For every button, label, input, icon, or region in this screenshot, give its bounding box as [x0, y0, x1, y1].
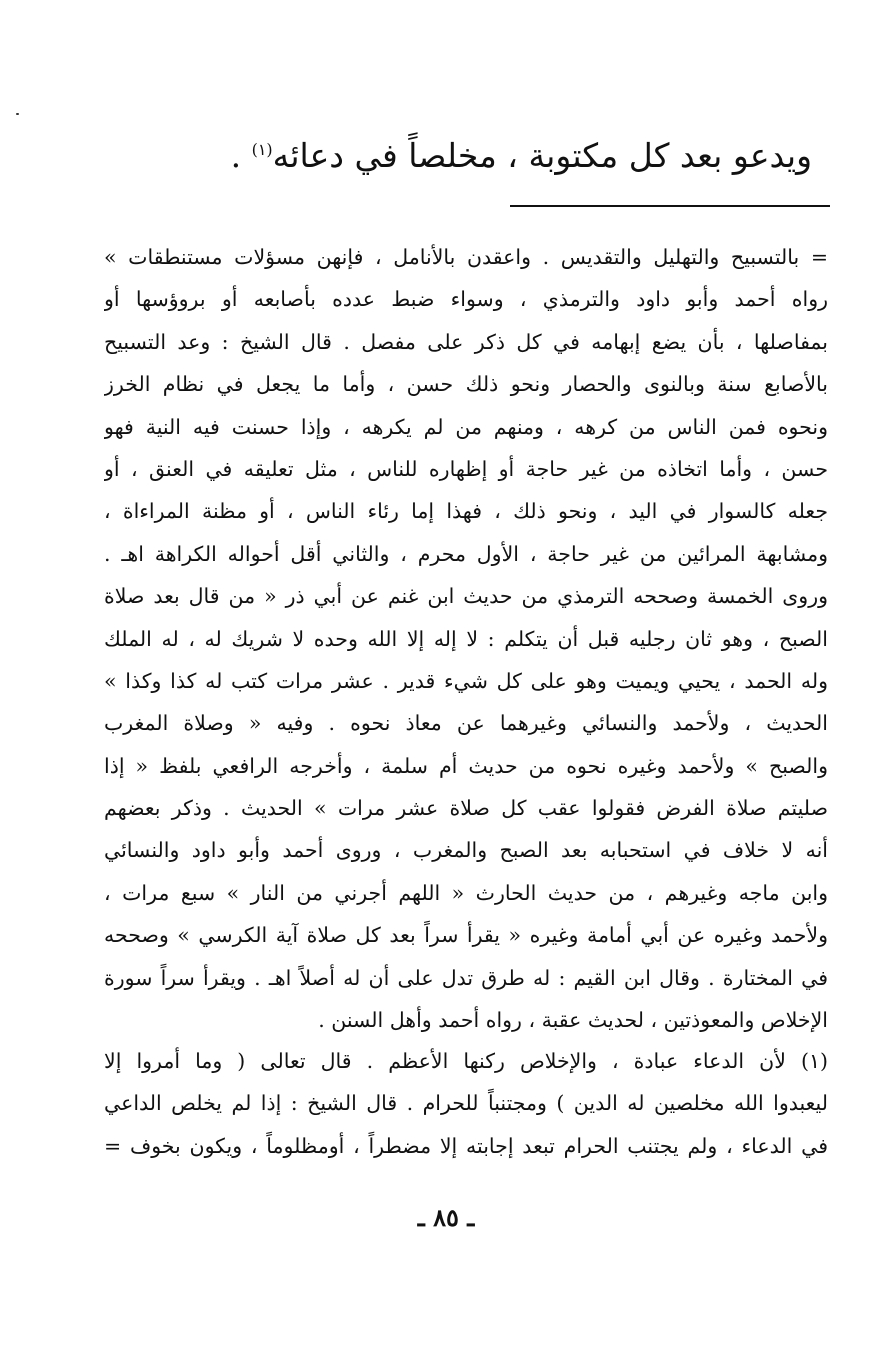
footnote-line: الصبح ، وهو ثان رجليه قبل أن يتكلم : لا إله إلا الله وحده لا شريك له ، له الملك	[104, 626, 828, 651]
footnote-line: أنه لا خلاف في استحبابه بعد الصبح والمغرب ، وروى أحمد وأبو داود والنسائي	[104, 838, 828, 863]
footnote-line: صليتم صلاة الفرض فقولوا عقب كل صلاة عشر مرات » الحديث . وذكر بعضهم	[104, 796, 828, 821]
main-text-line	[112, 120, 812, 186]
footnote-line: ومشابهة المرائين من غير حاجة ، الأول محرم ، والثاني أقل أحواله الكراهة اهـ .	[104, 541, 828, 566]
footnote-1-line: ليعبدوا الله مخلصين له الدين ) ومجتنباً للحرام . قال الشيخ : إذا لم يخلص الداعي	[104, 1091, 828, 1116]
footnote-line: بمفاصلها ، بأن يضع إبهامه في كل ذكر على مفصل . قال الشيخ : وعد التسبيح	[104, 329, 828, 354]
footnote-separator-rule	[510, 205, 830, 207]
main-text: ويدعو بعد كل مكتوبة ، مخلصاً في دعائه	[272, 136, 812, 175]
footnote-line: = بالتسبيح والتهليل والتقديس . واعقدن بالأنامل ، فإنهن مسؤلات مستنطقات »	[104, 245, 828, 269]
footnote-line: ونحوه فمن الناس من كرهه ، ومنهم من لم يكرهه ، وإذا حسنت فيه النية فهو	[104, 414, 828, 439]
footnote-continuation	[104, 236, 828, 1041]
footnote-line: وابن ماجه وغيرهم ، من حديث الحارث « اللهم أجرني من النار » سبع مرات ،	[104, 880, 828, 905]
footnote-line: ولأحمد وغيره عن أبي أمامة وغيره « يقرأ سراً بعد كل صلاة آية الكرسي » وصححه	[104, 923, 828, 948]
footnote-line: الحديث ، ولأحمد والنسائي وغيرهما عن معاذ نحوه . وفيه « وصلاة المغرب	[104, 711, 828, 736]
footnote-line: والصبح » ولأحمد وغيره نحوه من حديث أم سلمة ، وأخرجه الرافعي بلفظ « إذا	[104, 753, 828, 778]
footnote-line: وروى الخمسة وصححه الترمذي من حديث ابن غنم عن أبي ذر « من قال بعد صلاة	[104, 584, 828, 609]
footnote-line: وله الحمد ، يحيي ويميت وهو على كل شيء قدير . عشر مرات كتب له كذا وكذا »	[104, 668, 828, 693]
footnote-line: حسن ، وأما اتخاذه من غير حاجة أو إظهاره للناس ، مثل تعليقه في العنق ، أو	[104, 456, 828, 481]
footnote-line: في المختارة . وقال ابن القيم : له طرق تدل على أن له أصلاً اهـ . ويقرأ سراً سورة	[104, 965, 828, 990]
footnote-line: جعله كالسوار في اليد ، ونحو ذلك ، فهذا إما رئاء الناس ، أو مظنة المراءاة ،	[104, 499, 828, 524]
footnote-reference: (١)	[251, 140, 273, 159]
page-number: ـ ٨٥ ـ	[417, 1203, 475, 1232]
main-text-end-mark: .	[230, 136, 242, 175]
footnote-line: بالأصابع سنة وبالنوى والحصار ونحو ذلك حسن ، وأما ما يجعل في نظام الخرز	[104, 372, 828, 397]
footnote-line: الإخلاص والمعوذتين ، لحديث عقبة ، رواه أحمد وأهل السنن .	[318, 1008, 828, 1033]
scan-speck	[16, 113, 19, 115]
footnote-1-line: في الدعاء ، ولم يجتنب الحرام تبعد إجابته إلا مضطراً ، أومظلوماً ، ويكون بخوف =	[104, 1133, 828, 1158]
footnote-1-line: (١) لأن الدعاء عبادة ، والإخلاص ركنها الأعظم . قال تعالى ( وما أمروا إلا	[104, 1049, 828, 1073]
footnote-line: رواه أحمد وأبو داود والترمذي ، وسواء ضبط عدده بأصابعه أو بروؤسها أو	[104, 287, 828, 312]
footnote-1	[104, 1040, 828, 1167]
